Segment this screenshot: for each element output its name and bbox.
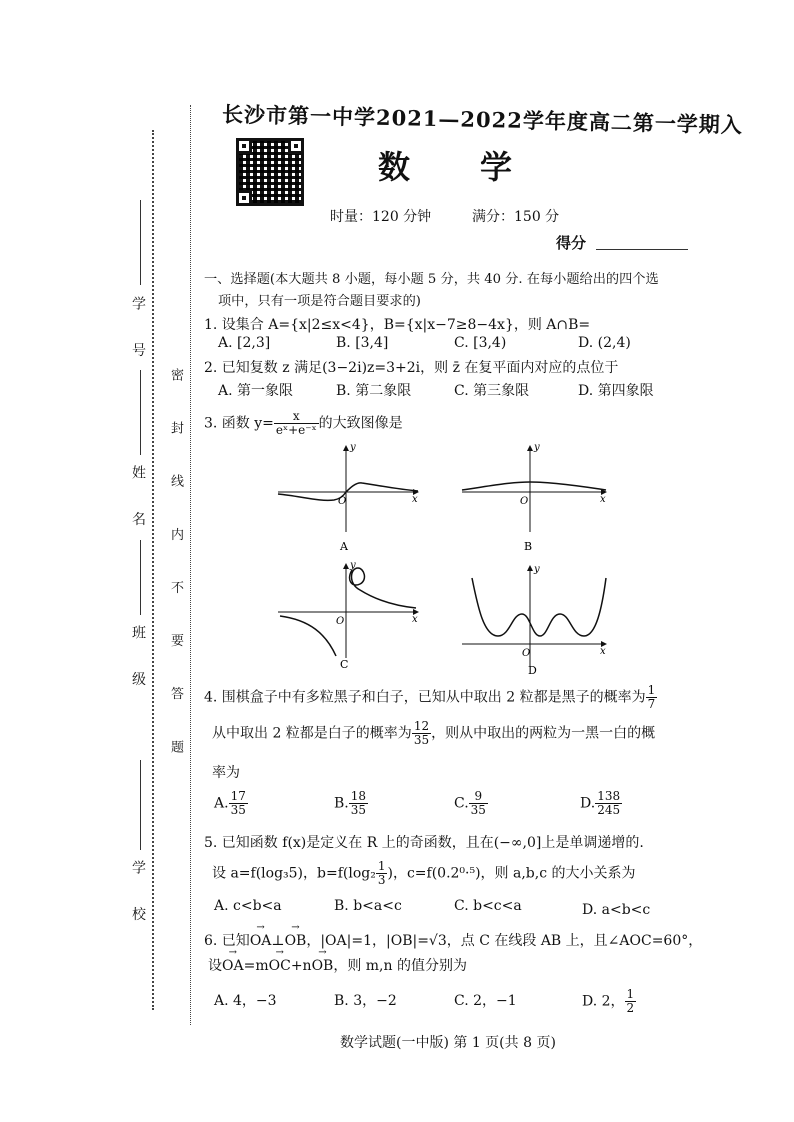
graph-c-x: x [412,614,418,625]
graph-b-x: x [600,494,606,505]
q4-c-den: 35 [470,803,486,817]
graph-c[interactable] [278,560,418,671]
q5-option-c: C. b<c<a [454,898,522,914]
graph-a-x: x [412,494,418,505]
q4-option-d [580,790,622,817]
q2-option-b: B. 第二象限 [336,383,412,399]
q4-a-den: 35 [230,803,246,817]
graph-c-label: C [340,658,349,671]
q6-option-c: C. 2，−1 [454,993,517,1009]
q6-d-den: 2 [626,1001,635,1015]
q6-vec-oa-2: → OA [222,958,244,974]
q6-perp: ⊥ [271,933,285,949]
q2-option-a: A. 第一象限 [218,383,294,399]
q3-text-pre: 3. 函数 y= [204,415,274,432]
q5-option-a: A. c<b<a [214,898,282,914]
q5-text-2a: 设 a=f(log₃5)，b=f(log₂ [212,865,376,882]
q4-b-den: 35 [350,803,367,817]
graph-c-origin: O [336,616,345,627]
q6-vec-oc: → OC [269,958,291,974]
graph-b-origin: O [520,496,529,507]
q5-frac-num: 1 [377,859,386,873]
q4-c-letter: C. [454,795,469,812]
class-label: 班 级 [130,625,146,700]
graph-d-label: D [528,664,537,677]
question-4-line-1 [204,684,657,711]
q4-d-den: 245 [597,803,621,817]
q4-d-num: 138 [597,789,621,803]
q1-option-a: A. [2,3] [218,335,271,351]
question-2: 2. 已知复数 z 满足(3−2i)z=3+2i，则 z̄ 在复平面内对应的点位于 [204,360,619,376]
q1-option-c: C. [3,4) [454,335,507,351]
graph-d-y: y [534,564,540,575]
graph-a-origin: O [338,496,347,507]
q2-option-d: D. 第四象限 [578,383,654,399]
q6-text-2d: ，则 m,n 的值分别为 [333,958,467,974]
q4-text-2a: 从中取出 2 粒都是白子的概率为 [212,725,412,742]
time-limit: 时量：120 分钟 [330,209,432,225]
graph-c-y: y [350,560,356,571]
q4-frac-1 [646,684,658,711]
q3-numerator: x [274,410,319,424]
section-heading: 一、选择题(本大题共 8 小题，每小题 5 分，共 40 分. 在每小题给出的四个选 [204,272,659,287]
q6-text-1a: 6. 已知 [204,933,250,949]
q4-a-letter: A. [214,795,229,812]
q6-text-1b: ，|OA|=1，|OB|=√3，点 C 在线段 AB 上，且∠AOC=60°， [306,933,703,949]
q3-denominator: eˣ+e⁻ˣ [275,423,317,437]
score-input-line[interactable] [596,249,688,250]
q3-fraction [274,410,319,437]
q4-text-1: 4. 围棋盒子中有多粒黑子和白子，已知从中取出 2 粒都是黑子的概率为 [204,689,646,706]
question-3 [204,410,403,437]
id-input-line[interactable] [140,200,141,285]
q5-frac-den: 3 [377,873,386,887]
q4-option-b [334,790,368,817]
q5-option-d: D. a<b<c [582,902,651,918]
exam-title: 长沙市第一中学2021—2022学年度高二第一学期入 [221,101,744,138]
binding-margin [0,0,200,1122]
q1-option-d: D. (2,4) [578,335,631,351]
q6-option-d [582,988,636,1015]
q4-frac-1-den: 7 [647,697,656,711]
question-4-line-3: 率为 [212,765,240,781]
q5-text-2b: )，c=f(0.2⁰·⁵)，则 a,b,c 的大小关系为 [387,865,636,882]
graph-a-y: y [350,442,356,453]
q4-frac-2-num: 12 [413,719,430,733]
q3-text-post: 的大致图像是 [318,415,403,432]
q2-option-c: C. 第三象限 [454,383,530,399]
graph-d-x: x [600,646,606,657]
q4-frac-1-num: 1 [647,683,656,697]
graph-d[interactable] [462,564,606,677]
q5-frac [376,860,388,887]
q1-option-b: B. [3,4] [336,335,389,351]
q4-frac-2-den: 35 [413,733,430,747]
q6-vec-ob: → OB [285,933,307,949]
q4-b-letter: B. [334,795,349,812]
name-input-line[interactable] [140,370,141,455]
score-label: 得分 [556,234,587,252]
q4-a-num: 17 [230,789,246,803]
q4-text-2b: ，则从中取出的两粒为一黑一白的概 [431,725,656,742]
q6-text-2b: =m [243,958,269,974]
q6-vec-oa: → OA [250,933,272,949]
name-label: 姓 名 [130,465,146,540]
school-input-line[interactable] [140,760,141,850]
q6-text-2c: +n [290,958,312,974]
question-5-line-1: 5. 已知函数 f(x)是定义在 R 上的奇函数，且在(−∞,0]上是单调递增的. [204,835,644,851]
question-6-line-2 [208,955,467,975]
q6-option-a: A. 4，−3 [214,993,277,1009]
q6-option-b: B. 3，−2 [334,993,397,1009]
dotted-line-inner [190,105,191,1025]
school-label: 学 校 [130,860,146,935]
q3-graphs [200,438,640,680]
class-input-line[interactable] [140,540,141,615]
graph-b-y: y [534,442,540,453]
q4-option-c [454,790,488,817]
q6-vec-ob-2: → OB [312,958,334,974]
question-5-line-2 [212,860,636,887]
full-score: 满分：150 分 [472,209,560,225]
q4-c-num: 9 [469,790,488,804]
graph-d-origin: O [522,648,531,659]
q4-b-num: 18 [350,789,367,803]
q6-d-text: D. 2， [582,993,625,1010]
question-4-line-2 [212,720,655,747]
subject-title: 数学 [378,148,583,186]
question-1: 1. 设集合 A={x|2≤x<4}，B={x|x−7≥8−4x}，则 A∩B= [204,317,591,333]
qr-code [236,138,304,206]
section-heading-2: 项中，只有一项是符合题目要求的) [218,294,421,309]
graph-b[interactable] [462,442,606,553]
graph-a-label: A [340,540,348,553]
q4-option-a [214,790,248,817]
dotted-line-outer [152,130,154,1010]
q6-d-num: 1 [626,987,635,1001]
page-footer: 数学试题(一中版) 第 1 页(共 8 页) [340,1035,556,1051]
q6-text-2a: 设 [208,958,222,974]
q5-option-b: B. b<a<c [334,898,402,914]
q4-d-letter: D. [580,795,596,812]
q4-frac-2 [412,720,431,747]
graph-a[interactable] [278,442,418,553]
id-label: 学 号 [130,296,146,371]
graph-b-label: B [524,540,533,553]
seal-warning: 密 封 线 内 不 要 答 题 [168,368,183,771]
